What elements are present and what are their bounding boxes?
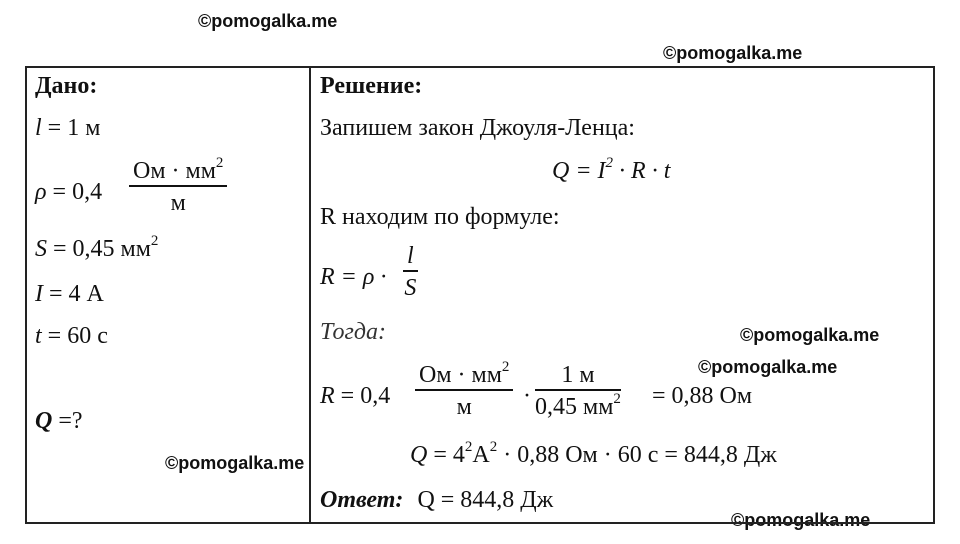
formula-part: · R · t (613, 158, 671, 184)
calc-unit-num: Ом · мм (419, 362, 502, 388)
exponent: 2 (605, 155, 614, 171)
time-value: = 60 с (41, 323, 108, 349)
resistance-formula-fraction (403, 242, 418, 302)
exponent: 2 (215, 155, 224, 171)
watermark: ©pomogalka.me (198, 11, 338, 31)
then-text: Тогда: (320, 319, 386, 345)
resistance-calc-unit-fraction (415, 361, 513, 421)
rho-unit-den: м (170, 190, 186, 216)
watermark: ©pomogalka.me (698, 357, 838, 377)
calc-rest: · 0,88 Ом · 60 с = 844,8 Дж (497, 442, 777, 468)
calc-unit-den: м (456, 394, 472, 420)
var-i: I (35, 281, 43, 307)
exponent: 2 (613, 391, 621, 407)
unknown-mark: =? (52, 408, 83, 434)
fraction-num: l (403, 242, 418, 272)
var-q: Q (35, 408, 53, 434)
rho-unit-fraction (129, 157, 227, 217)
rho-value: = 0,4 (46, 179, 103, 205)
given-current (35, 280, 104, 308)
answer-value: Q = 844,8 Дж (417, 487, 554, 513)
length-value: = 1 м (41, 115, 101, 141)
current-value: = 4 А (43, 281, 104, 307)
var-s: S (35, 236, 47, 262)
calc-area: 0,45 мм (535, 394, 614, 420)
exponent: 2 (464, 439, 473, 455)
watermark: ©pomogalka.me (165, 453, 305, 473)
exponent: 2 (501, 359, 510, 375)
watermark: ©pomogalka.me (663, 43, 803, 63)
exponent: 2 (150, 233, 159, 249)
fraction-den: S (404, 275, 417, 301)
unit-a: А (472, 442, 490, 468)
exponent: 2 (489, 439, 498, 455)
var-rho: ρ (35, 179, 47, 205)
formula-part: Q = I (552, 158, 606, 184)
calc-length: 1 м (535, 361, 621, 391)
watermark: ©pomogalka.me (740, 325, 880, 345)
given-resistivity (35, 178, 102, 206)
solution-title: Решение: (320, 73, 423, 99)
joule-lenz-formula (552, 157, 670, 185)
answer-line (320, 486, 553, 514)
law-text: Запишем закон Джоуля-Ленца: (320, 115, 635, 141)
area-value: = 0,45 мм (47, 236, 151, 262)
resistance-formula-lhs: R = ρ · (320, 264, 387, 290)
resistance-result: = 0,88 Ом (652, 383, 753, 409)
resistance-calc-value-fraction (535, 361, 621, 421)
var-t: t (35, 323, 42, 349)
given-length (35, 114, 100, 142)
heat-calc: $Q = 4^2А^2 \cdot 0,88$ Ом · 60 с = 844,8 Дж (410, 439, 777, 468)
column-divider (309, 66, 311, 524)
given-time (35, 322, 108, 350)
given-unknown (35, 407, 83, 435)
given-area (35, 235, 158, 263)
var-l: l (35, 115, 42, 141)
given-title: Дано: (35, 73, 98, 99)
rho-unit-num: Ом · мм (133, 158, 216, 184)
resistance-calc-lhs: R = 0,4 (320, 383, 391, 409)
multiply-dot: · (523, 383, 531, 409)
resistance-text: R находим по формуле: (320, 204, 560, 230)
answer-label: Ответ: (320, 487, 404, 513)
watermark: ©pomogalka.me (731, 510, 871, 530)
